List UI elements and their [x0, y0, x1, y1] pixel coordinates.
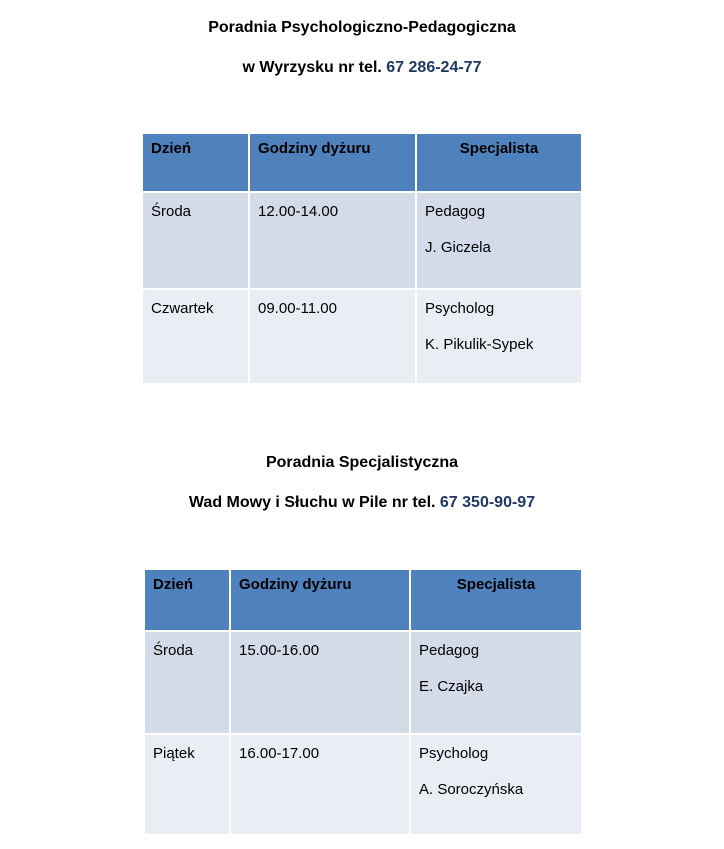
- specialist-role: Psycholog: [425, 300, 495, 317]
- header-hours: Godziny dyżuru: [250, 134, 415, 191]
- section1-title-line1: Poradnia Psychologiczno-Pedagogiczna: [208, 19, 516, 36]
- table-row: [143, 193, 581, 288]
- specialist-name: E. Czajka: [419, 678, 484, 695]
- header-hours: Godziny dyżuru: [231, 570, 409, 630]
- cell-day: Piątek: [145, 735, 229, 834]
- cell-day: Czwartek: [143, 290, 248, 383]
- cell-hours: 16.00-17.00: [231, 735, 409, 834]
- cell-hours: 15.00-16.00: [231, 632, 409, 733]
- header-specialist: Specjalista: [417, 134, 581, 191]
- section1-schedule-table: [141, 132, 583, 385]
- cell-hours: 12.00-14.00: [250, 193, 415, 288]
- cell-day: Środa: [145, 632, 229, 733]
- specialist-role: Pedagog: [425, 203, 486, 220]
- table-row: [145, 735, 581, 834]
- header-specialist: Specjalista: [411, 570, 581, 630]
- section2-title-line1: Poradnia Specjalistyczna: [265, 454, 459, 471]
- specialist-name: A. Soroczyńska: [419, 781, 524, 798]
- section2-phone: 67 350-90-97: [439, 494, 536, 511]
- cell-hours: 09.00-11.00: [250, 290, 415, 383]
- cell-specialist: [411, 632, 581, 733]
- specialist-role: Pedagog: [419, 642, 480, 659]
- cell-specialist: [417, 193, 581, 288]
- specialist-name: J. Giczela: [425, 239, 491, 256]
- cell-day: Środa: [143, 193, 248, 288]
- section2-title-text: Wad Mowy i Słuchu w Pile nr tel.: [188, 494, 440, 511]
- table-header-row: [143, 134, 581, 191]
- section1-phone: 67 286-24-77: [386, 59, 482, 76]
- specialist-role: Psycholog: [419, 745, 489, 762]
- section2-title-line2: [0, 493, 724, 513]
- section1-title-text: w Wyrzysku nr tel.: [242, 59, 387, 76]
- specialist-name: K. Pikulik-Sypek: [425, 336, 534, 353]
- table-row: [143, 290, 581, 383]
- cell-specialist: [411, 735, 581, 834]
- cell-specialist: [417, 290, 581, 383]
- header-day: Dzień: [145, 570, 229, 630]
- section2-schedule-table: [143, 568, 583, 836]
- table-header-row: [145, 570, 581, 630]
- section1-title-line2: [0, 58, 724, 78]
- table-row: [145, 632, 581, 733]
- header-day: Dzień: [143, 134, 248, 191]
